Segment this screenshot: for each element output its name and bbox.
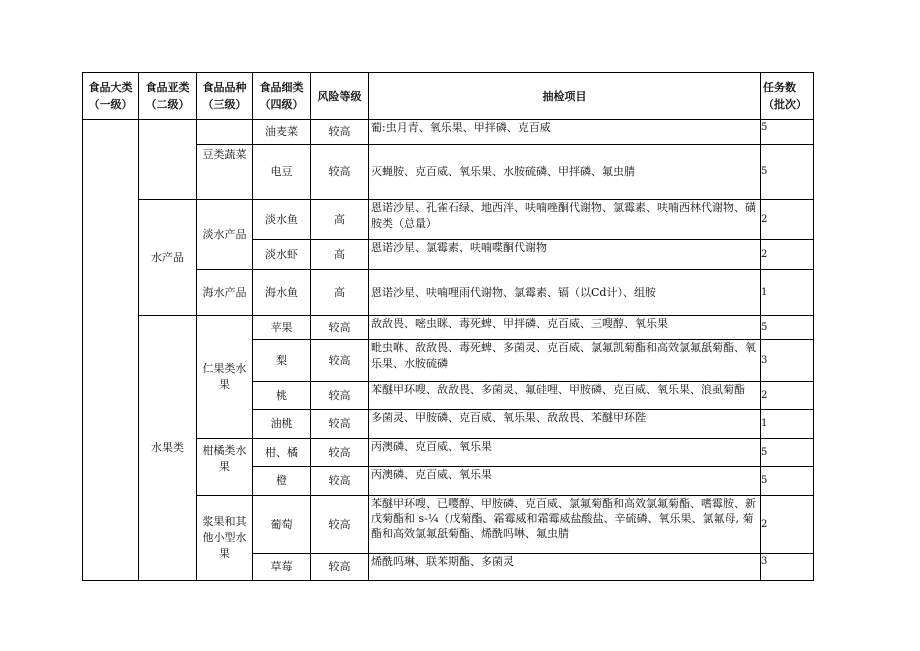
category-l1-cell [83,120,139,581]
risk-level: 高 [311,200,369,240]
food-name: 梨 [253,340,311,382]
header-task-count: 任务数（批次） [761,73,814,120]
food-name: 油桃 [253,410,311,439]
category-l3-seawater: 海水产品 [197,270,253,316]
category-l3-legume: 豆类蔬菜 [197,145,253,200]
task-count: 3 [761,340,814,382]
task-count: 5 [761,439,814,467]
category-l3-pome: 仁果类水果 [197,316,253,439]
food-name: 柑、橘 [253,439,311,467]
food-name: 苹果 [253,316,311,340]
risk-level: 较高 [311,410,369,439]
inspection-items: 恩诺沙星、孔雀石绿、地西泮、呋喃唑酮代谢物、氯霉素、呋喃西林代谢物、磺胺类（总量） [369,200,761,240]
header-category-l1: 食品大类（一级） [83,73,139,120]
task-count: 5 [761,316,814,340]
category-l2-fruit: 水果类 [139,316,197,581]
category-l3-freshwater: 淡水产品 [197,200,253,270]
risk-level: 高 [311,270,369,316]
header-inspection-items: 抽检项目 [369,73,761,120]
category-l3-cell [197,120,253,145]
food-name: 淡水虾 [253,240,311,270]
category-l2-cell [139,120,197,200]
task-count: 2 [761,200,814,240]
task-count: 5 [761,467,814,496]
risk-level: 较高 [311,120,369,145]
table-row [83,200,814,240]
risk-level: 较高 [311,496,369,554]
inspection-items: 恩诺沙星、氯霉素、呋喃喋酮代谢物 [369,240,761,270]
risk-level: 高 [311,240,369,270]
category-l2-aquatic: 水产品 [139,200,197,316]
inspection-items: 灭蝇胺、克百威、氧乐果、水胺硫磷、甲拌磷、氟虫腈 [369,145,761,200]
task-count: 5 [761,145,814,200]
inspection-items: 多菌灵、甲胺磷、克百威、氧乐果、敌敌畏、苯醚甲环陛 [369,410,761,439]
header-category-l3: 食品品种（三级） [197,73,253,120]
inspection-items: 恩诺沙星、呋喃哩雨代谢物、氯霉素、镉（以Cd计）、组胺 [369,270,761,316]
header-risk-level: 风险等级 [311,73,369,120]
task-count: 1 [761,270,814,316]
task-count: 3 [761,554,814,581]
risk-level: 较高 [311,316,369,340]
inspection-items: 烯酰吗琳、联苯期酯、多菌灵 [369,554,761,581]
task-count: 5 [761,120,814,145]
risk-level: 较高 [311,439,369,467]
food-name: 葡萄 [253,496,311,554]
category-l3-citrus: 柑橘类水果 [197,439,253,496]
task-count: 1 [761,410,814,439]
inspection-table [82,72,814,581]
risk-level: 较高 [311,145,369,200]
table-row [83,120,814,145]
inspection-items: 丙澳磷、克百威、氧乐果 [369,467,761,496]
food-name: 淡水鱼 [253,200,311,240]
task-count: 2 [761,382,814,410]
food-name: 油麦菜 [253,120,311,145]
category-l3-berry: 浆果和其他小型水果 [197,496,253,581]
risk-level: 较高 [311,554,369,581]
risk-level: 较高 [311,467,369,496]
header-row [83,73,814,120]
header-category-l4: 食品细类（四级） [253,73,311,120]
inspection-items: 毗虫咻、敌敌畏、毒死蜱、多菌灵、克百威、氯氟凯菊酯和高效氯氟舐菊酯、氧乐果、水胺硫磷 [369,340,761,382]
food-name: 海水鱼 [253,270,311,316]
food-name: 桃 [253,382,311,410]
food-name: 橙 [253,467,311,496]
inspection-items: 丙澳磷、克百威、氧乐果 [369,439,761,467]
task-count: 2 [761,240,814,270]
task-count: 2 [761,496,814,554]
inspection-items: 敌敌畏、嘧虫眯、毒死蜱、甲拌磷、克百威、三嗖醇、氧乐果 [369,316,761,340]
table-row [83,316,814,340]
food-name: 草莓 [253,554,311,581]
food-name: 电豆 [253,145,311,200]
header-category-l2: 食品亚类（二级） [139,73,197,120]
risk-level: 较高 [311,382,369,410]
inspection-items: 葡:虫月青、氧乐果、甲拌磷、克百威 [369,120,761,145]
inspection-items: 苯醚甲环嗖、已嘤醇、甲胺磷、克百威、氯氟菊酯和高效氯氟菊酯、嗜霉胺、新戊菊酯和 s-¼（戊菊酯、霜霉威和霜霉威盐酸盐、辛硫磷、氧乐果、氯氟母, 菊酯和高效氯氟舐菊酯、烯酰吗啉、氟虫腈 [369,496,761,554]
risk-level: 较高 [311,340,369,382]
inspection-items: 苯醚甲环嗖、敌敌畏、多菌灵、氟硅哩、甲胺磷、克百威、氧乐果、浪虱菊酯 [369,382,761,410]
